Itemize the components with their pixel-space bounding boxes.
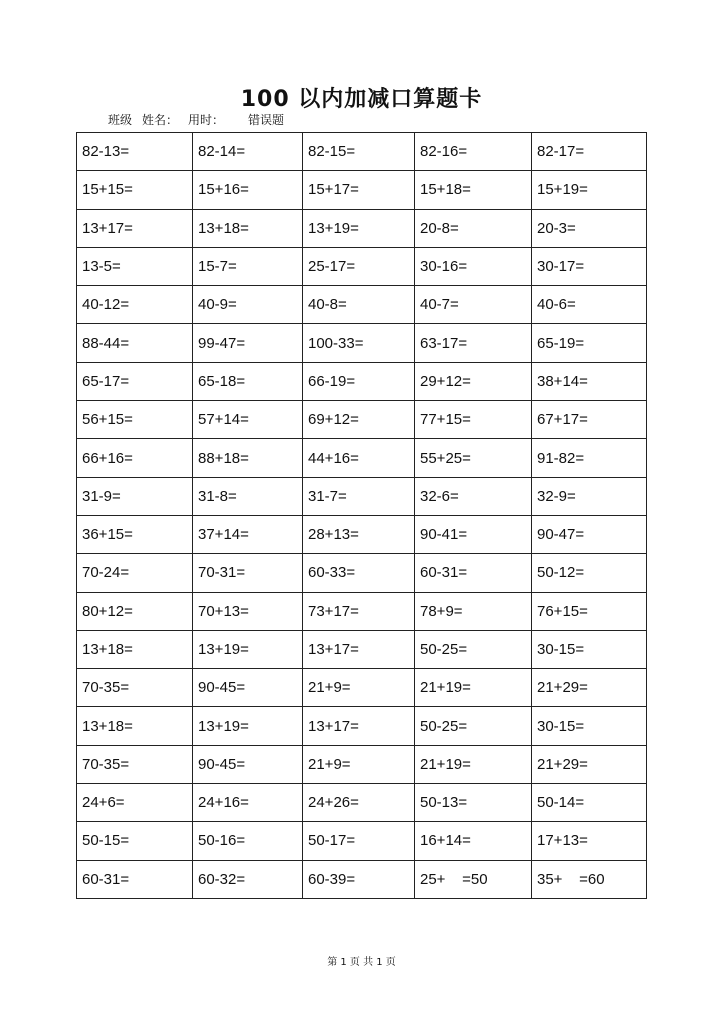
table-row: [77, 707, 647, 745]
page-title: 100 以内加减口算题卡: [240, 87, 483, 112]
problem-cell: 60-32=: [193, 860, 303, 898]
problem-cell: 15+17=: [303, 171, 415, 209]
problem-cell: 82-14=: [193, 133, 303, 171]
table-row: [77, 324, 647, 362]
problem-cell: 40-9=: [193, 286, 303, 324]
errors-label: 错误题: [248, 113, 285, 127]
problem-cell: 50-13=: [415, 784, 532, 822]
problem-cell: 40-7=: [415, 286, 532, 324]
problem-cell: 82-16=: [415, 133, 532, 171]
table-row: [77, 247, 647, 285]
problem-cell: 76+15=: [532, 592, 647, 630]
problem-cell: 13+18=: [77, 707, 193, 745]
table-row: [77, 171, 647, 209]
problem-cell: 40-12=: [77, 286, 193, 324]
problem-cell: 15+19=: [532, 171, 647, 209]
problem-cell: 56+15=: [77, 401, 193, 439]
problem-cell: 15+15=: [77, 171, 193, 209]
table-row: [77, 860, 647, 898]
page-footer: 第 1 页 共 1 页: [327, 957, 396, 968]
student-info-line: [108, 111, 294, 128]
problem-cell: 21+9=: [303, 745, 415, 783]
problem-cell: 70-31=: [193, 554, 303, 592]
problem-cell: 31-7=: [303, 477, 415, 515]
arithmetic-grid: [76, 132, 647, 899]
problem-cell: 21+29=: [532, 745, 647, 783]
problem-cell: 66+16=: [77, 439, 193, 477]
problem-cell: 65-17=: [77, 362, 193, 400]
problem-cell: 60-33=: [303, 554, 415, 592]
problem-cell: 15+16=: [193, 171, 303, 209]
problem-cell: 50-25=: [415, 630, 532, 668]
problem-cell: 69+12=: [303, 401, 415, 439]
problem-cell: 13+19=: [303, 209, 415, 247]
problem-cell: 15+18=: [415, 171, 532, 209]
problem-cell: 15-7=: [193, 247, 303, 285]
problem-cell: 25+ =50: [415, 860, 532, 898]
problem-cell: 82-13=: [77, 133, 193, 171]
table-row: [77, 592, 647, 630]
problem-cell: 70-35=: [77, 669, 193, 707]
problem-cell: 21+19=: [415, 669, 532, 707]
problem-cell: 13+19=: [193, 707, 303, 745]
problem-cell: 25-17=: [303, 247, 415, 285]
table-row: [77, 554, 647, 592]
table-row: [77, 286, 647, 324]
problem-cell: 40-8=: [303, 286, 415, 324]
table-row: [77, 630, 647, 668]
problem-cell: 90-47=: [532, 515, 647, 553]
problem-cell: 30-17=: [532, 247, 647, 285]
problem-cell: 73+17=: [303, 592, 415, 630]
table-row: [77, 362, 647, 400]
problem-cell: 13+17=: [303, 630, 415, 668]
time-label: 用时：: [188, 113, 225, 127]
table-row: [77, 745, 647, 783]
problem-cell: 82-17=: [532, 133, 647, 171]
problem-cell: 50-14=: [532, 784, 647, 822]
problem-cell: 88+18=: [193, 439, 303, 477]
problem-cell: 50-15=: [77, 822, 193, 860]
problem-cell: 63-17=: [415, 324, 532, 362]
problem-cell: 80+12=: [77, 592, 193, 630]
table-row: [77, 822, 647, 860]
problem-cell: 57+14=: [193, 401, 303, 439]
problem-cell: 65-19=: [532, 324, 647, 362]
problem-cell: 24+6=: [77, 784, 193, 822]
problem-cell: 28+13=: [303, 515, 415, 553]
problem-cell: 50-12=: [532, 554, 647, 592]
problem-cell: 21+19=: [415, 745, 532, 783]
problem-cell: 99-47=: [193, 324, 303, 362]
problem-cell: 82-15=: [303, 133, 415, 171]
problem-cell: 90-45=: [193, 669, 303, 707]
problem-cell: 60-39=: [303, 860, 415, 898]
problem-cell: 17+13=: [532, 822, 647, 860]
problem-cell: 100-33=: [303, 324, 415, 362]
problem-cell: 30-15=: [532, 630, 647, 668]
problem-cell: 66-19=: [303, 362, 415, 400]
problem-cell: 13+17=: [303, 707, 415, 745]
problem-cell: 90-41=: [415, 515, 532, 553]
table-row: [77, 401, 647, 439]
class-label: 班级: [108, 113, 133, 127]
problem-cell: 90-45=: [193, 745, 303, 783]
table-row: [77, 669, 647, 707]
problem-cell: 30-15=: [532, 707, 647, 745]
problem-cell: 20-8=: [415, 209, 532, 247]
problem-cell: 24+16=: [193, 784, 303, 822]
problem-cell: 50-16=: [193, 822, 303, 860]
problem-cell: 29+12=: [415, 362, 532, 400]
problem-cell: 21+9=: [303, 669, 415, 707]
problem-cell: 32-9=: [532, 477, 647, 515]
problem-cell: 65-18=: [193, 362, 303, 400]
problem-cell: 31-8=: [193, 477, 303, 515]
problem-cell: 21+29=: [532, 669, 647, 707]
problem-cell: 16+14=: [415, 822, 532, 860]
problem-cell: 70-24=: [77, 554, 193, 592]
problem-cell: 78+9=: [415, 592, 532, 630]
problem-cell: 44+16=: [303, 439, 415, 477]
problem-cell: 13-5=: [77, 247, 193, 285]
problem-cell: 50-17=: [303, 822, 415, 860]
problem-cell: 88-44=: [77, 324, 193, 362]
table-row: [77, 784, 647, 822]
problem-cell: 60-31=: [415, 554, 532, 592]
problem-cell: 55+25=: [415, 439, 532, 477]
table-row: [77, 515, 647, 553]
name-label: 姓名：: [142, 113, 179, 127]
table-row: [77, 133, 647, 171]
table-row: [77, 477, 647, 515]
problem-cell: 35+ =60: [532, 860, 647, 898]
problem-cell: 31-9=: [77, 477, 193, 515]
problem-cell: 50-25=: [415, 707, 532, 745]
problem-cell: 36+15=: [77, 515, 193, 553]
problem-cell: 60-31=: [77, 860, 193, 898]
problem-cell: 40-6=: [532, 286, 647, 324]
problem-cell: 13+18=: [193, 209, 303, 247]
problem-cell: 77+15=: [415, 401, 532, 439]
problem-cell: 70+13=: [193, 592, 303, 630]
problem-cell: 70-35=: [77, 745, 193, 783]
table-row: [77, 209, 647, 247]
problem-cell: 20-3=: [532, 209, 647, 247]
problem-cell: 30-16=: [415, 247, 532, 285]
problem-cell: 91-82=: [532, 439, 647, 477]
problem-cell: 32-6=: [415, 477, 532, 515]
problem-cell: 13+19=: [193, 630, 303, 668]
problem-cell: 37+14=: [193, 515, 303, 553]
table-row: [77, 439, 647, 477]
problem-cell: 13+17=: [77, 209, 193, 247]
problem-cell: 13+18=: [77, 630, 193, 668]
problem-cell: 38+14=: [532, 362, 647, 400]
problem-cell: 24+26=: [303, 784, 415, 822]
problem-cell: 67+17=: [532, 401, 647, 439]
